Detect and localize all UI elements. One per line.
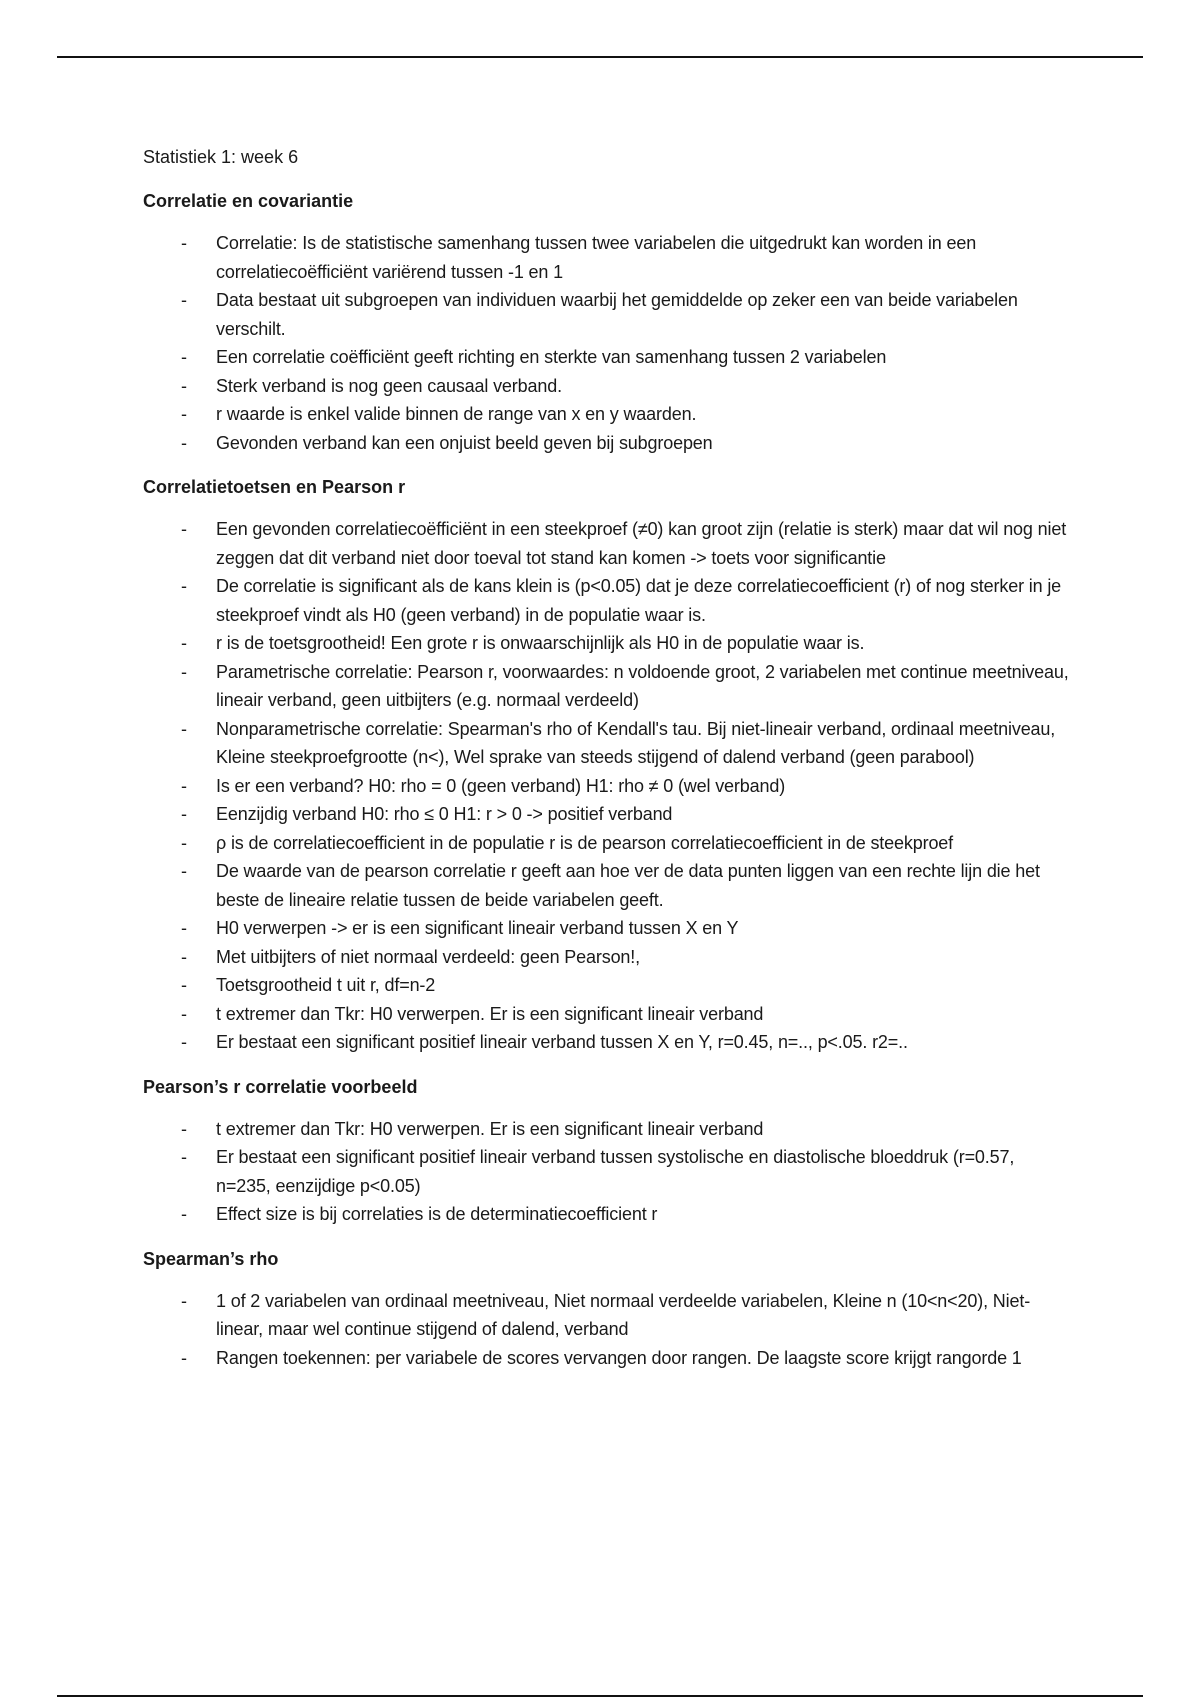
bullet-list-correlatie [143, 229, 1073, 457]
bullet-list-pearson-voorbeeld [143, 1115, 1073, 1229]
header-rule [57, 56, 1143, 58]
section-heading-correlatie: Correlatie en covariantie [143, 191, 354, 211]
list-item: - Rangen toekennen: per variabele de scores vervangen door rangen. De laagste score krijgt rangorde 1 [143, 1344, 1073, 1373]
document-title: Statistiek 1: week 6 [143, 147, 299, 167]
list-item: - Met uitbijters of niet normaal verdeeld: geen Pearson!, [143, 943, 1073, 972]
list-item: - Effect size is bij correlaties is de determinatiecoefficient r [143, 1200, 1073, 1229]
bullet-list-pearson [143, 515, 1073, 1057]
list-item: - Een gevonden correlatiecoëfficiënt in een steekproef (≠0) kan groot zijn (relatie is sterk) maar dat wil nog niet zeggen dat dit verband niet door toeval tot stand kan komen -> toets voor significantie [143, 515, 1073, 572]
list-item: - Gevonden verband kan een onjuist beeld geven bij subgroepen [143, 429, 1073, 458]
list-item: - t extremer dan Tkr: H0 verwerpen. Er is een significant lineair verband [143, 1000, 1073, 1029]
list-item: - r is de toetsgrootheid! Een grote r is onwaarschijnlijk als H0 in de populatie waar is. [143, 629, 1073, 658]
section-heading-pearson-voorbeeld: Pearson’s r correlatie voorbeeld [143, 1076, 418, 1097]
list-item: - Correlatie: Is de statistische samenhang tussen twee variabelen die uitgedrukt kan worden in een correlatiecoëfficiënt variërend tussen -1 en 1 [143, 229, 1073, 286]
section-heading-pearson: Correlatietoetsen en Pearson r [143, 477, 406, 497]
list-item: - Er bestaat een significant positief lineair verband tussen systolische en diastolische bloeddruk (r=0.57, n=235, eenzijdige p<0.05) [143, 1143, 1073, 1200]
list-item: - ρ is de correlatiecoefficient in de populatie r is de pearson correlatiecoefficient in de steekproef [143, 829, 1073, 858]
list-item: - H0 verwerpen -> er is een significant lineair verband tussen X en Y [143, 914, 1073, 943]
section-heading-spearman: Spearman’s rho [143, 1248, 279, 1269]
list-item: - 1 of 2 variabelen van ordinaal meetniveau, Niet normaal verdeelde variabelen, Kleine n (10<n<20), Niet-linear, maar wel continue stijgend of dalend, verband [143, 1287, 1073, 1344]
list-item: - Sterk verband is nog geen causaal verband. [143, 372, 1073, 401]
list-item: - Toetsgrootheid t uit r, df=n-2 [143, 971, 1073, 1000]
list-item: - De correlatie is significant als de kans klein is (p<0.05) dat je deze correlatiecoefficient (r) of nog sterker in je steekproef vindt als H0 (geen verband) in de populatie waar is. [143, 572, 1073, 629]
list-item: - Parametrische correlatie: Pearson r, voorwaardes: n voldoende groot, 2 variabelen met continue meetniveau, lineair verband, geen uitbijters (e.g. normaal verdeeld) [143, 658, 1073, 715]
bullet-list-spearman [143, 1287, 1073, 1373]
list-item: - t extremer dan Tkr: H0 verwerpen. Er is een significant lineair verband [143, 1115, 1073, 1144]
footer-rule [57, 1695, 1143, 1697]
list-item: - r waarde is enkel valide binnen de range van x en y waarden. [143, 400, 1073, 429]
list-item: - Is er een verband? H0: rho = 0 (geen verband) H1: rho ≠ 0 (wel verband) [143, 772, 1073, 801]
list-item: - Een correlatie coëfficiënt geeft richting en sterkte van samenhang tussen 2 variabelen [143, 343, 1073, 372]
document-body [143, 143, 1073, 1388]
list-item: - De waarde van de pearson correlatie r geeft aan hoe ver de data punten liggen van een rechte lijn die het beste de lineaire relatie tussen de beide variabelen geeft. [143, 857, 1073, 914]
list-item: - Nonparametrische correlatie: Spearman's rho of Kendall's tau. Bij niet-lineair verband, ordinaal meetniveau, Kleine steekproefgrootte (n<), Wel sprake van steeds stijgend of dalend verband (geen parabool) [143, 715, 1073, 772]
list-item: - Data bestaat uit subgroepen van individuen waarbij het gemiddelde op zeker een van beide variabelen verschilt. [143, 286, 1073, 343]
list-item: - Er bestaat een significant positief lineair verband tussen X en Y, r=0.45, n=.., p<.05. r2=.. [143, 1028, 1073, 1057]
list-item: - Eenzijdig verband H0: rho ≤ 0 H1: r > 0 -> positief verband [143, 800, 1073, 829]
